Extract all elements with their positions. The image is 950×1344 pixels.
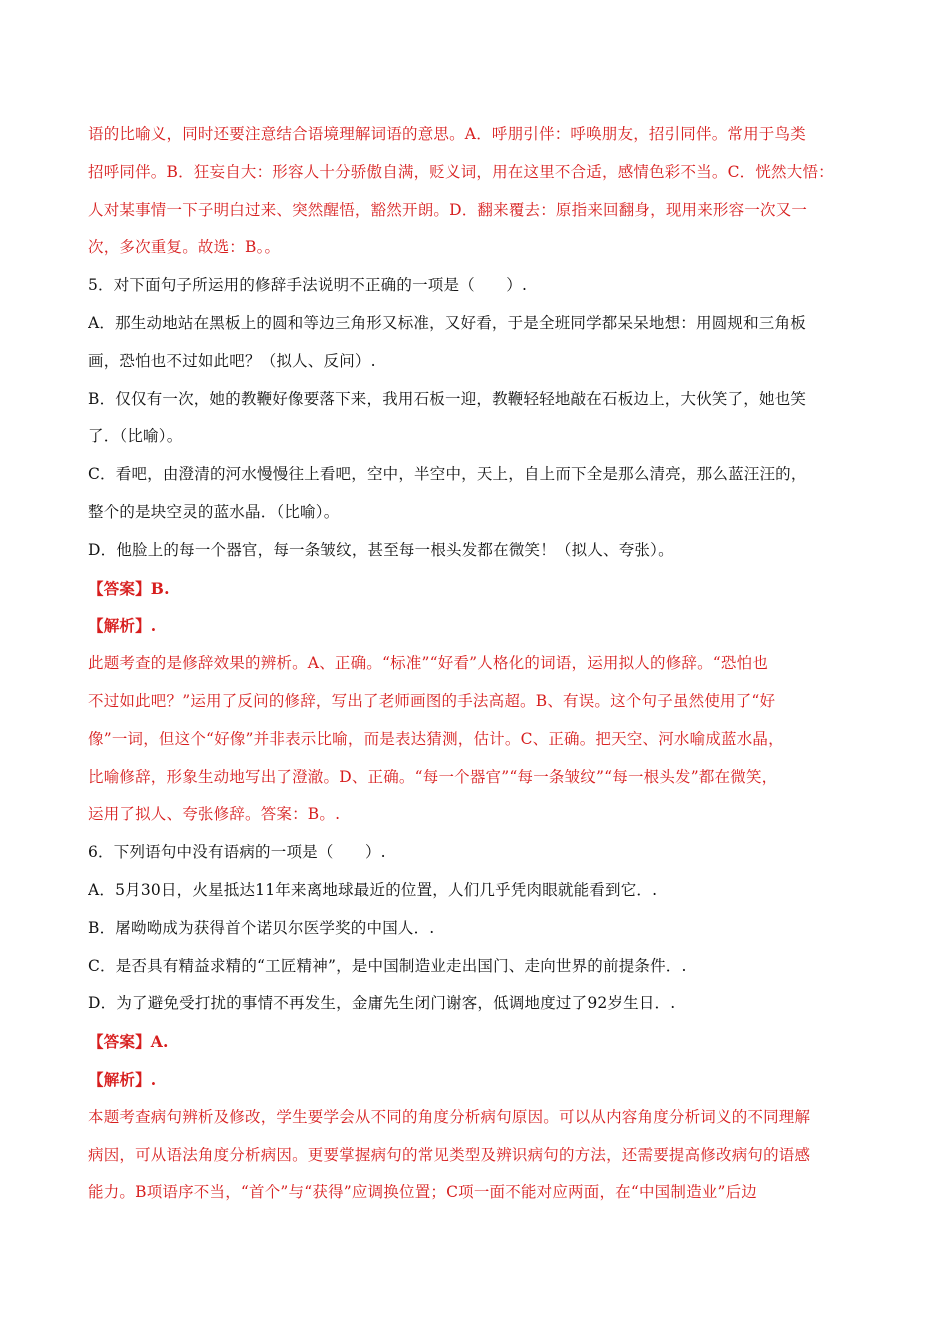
analysis-text: 本题考查病句辨析及修改，学生要学会从不同的角度分析病句原因。可以从内容角度分析词义的不同理解: [88, 1107, 811, 1126]
question-6-option-d: D．为了避免受打扰的事情不再发生，金庸先生闭门谢客，低调地度过了92岁生日．.: [88, 994, 676, 1013]
question-6-option-b: B．屠呦呦成为获得首个诺贝尔医学奖的中国人．.: [88, 918, 435, 937]
analysis-label: 【解析】.: [88, 616, 157, 636]
text-line: 语的比喻义，同时还要注意结合语境理解词语的意思。A．呼朋引伴：呼唤朋友，招引同伴。常用于鸟类: [88, 125, 806, 143]
question-5-stem: 5．对下面句子所运用的修辞手法说明不正确的一项是（ ）.: [88, 276, 528, 295]
text-line: 次，多次重复。故选：B。。: [88, 238, 281, 257]
text-line: 人对某事情一下子明白过来、突然醒悟，豁然开朗。D．翻来覆去：原指来回翻身，现用来形容一次又一: [88, 200, 808, 219]
question-6-option-c: C．是否具有精益求精的“工匠精神”，是中国制造业走出国门、走向世界的前提条件．.: [88, 956, 687, 975]
analysis-text: 能力。B项语序不当，“首个”与“获得”应调换位置；C项一面不能对应两面，在“中国制造业”后边: [88, 1183, 757, 1202]
analysis-label: 【解析】.: [88, 1069, 157, 1089]
question-5-option-b: B．仅仅有一次，她的教鞭好像要落下来，我用石板一迎，教鞭轻轻地敲在石板边上，大伙笑了，她也笑: [88, 389, 807, 408]
analysis-text: 运用了拟人、夸张修辞。答案：B。.: [88, 805, 341, 824]
question-5-option-c: 整个的是块空灵的蓝水晶．（比喻）。: [88, 502, 340, 521]
question-5-option-a: 画，恐怕也不过如此吧？（拟人、反问）.: [88, 351, 376, 370]
analysis-text: 病因，可从语法角度分析病因。更要掌握病句的常见类型及辨识病句的方法，还需要提高修改病句的语感: [88, 1145, 811, 1164]
analysis-text: 不过如此吧？”运用了反问的修辞，写出了老师画图的手法高超。B、有误。这个句子虽然使用了“好: [88, 691, 776, 710]
text-line: 招呼同伴。B．狂妄自大：形容人十分骄傲自满，贬义词，用在这里不合适，感情色彩不当。C．恍然大悟：: [88, 162, 834, 181]
analysis-text: 此题考查的是修辞效果的辨析。A、正确。“标准”“好看”人格化的词语，运用拟人的修辞。“恐怕也: [88, 654, 769, 673]
question-5-option-c: C．看吧，由澄清的河水慢慢往上看吧，空中，半空中，天上，自上而下全是那么清亮，那么蓝汪汪的，: [88, 465, 807, 484]
question-5-option-b: 了．（比喻）。: [88, 427, 183, 446]
answer-label: 【答案】A.: [88, 1032, 169, 1052]
question-6-stem: 6．下列语句中没有语病的一项是（ ）.: [88, 843, 386, 862]
question-6-option-a: A．5月30日，火星抵达11年来离地球最近的位置，人们几乎凭肉眼就能看到它．.: [88, 880, 658, 899]
answer-label: 【答案】B.: [88, 578, 170, 598]
analysis-text: 像”一词，但这个“好像”并非表示比喻，而是表达猜测，估计。C、正确。把天空、河水喻成蓝水晶，: [88, 729, 784, 748]
question-5-option-a: A．那生动地站在黑板上的圆和等边三角形又标准，又好看，于是全班同学都呆呆地想：用圆规和三角板: [88, 313, 806, 332]
analysis-text: 比喻修辞，形象生动地写出了澄澈。D、正确。“每一个器官”“每一条皱纹”“每一根头发”都在微笑，: [88, 767, 778, 786]
question-5-option-d: D．他脸上的每一个器官，每一条皱纹，甚至每一根头发都在微笑！（拟人、夸张）。: [88, 540, 674, 559]
